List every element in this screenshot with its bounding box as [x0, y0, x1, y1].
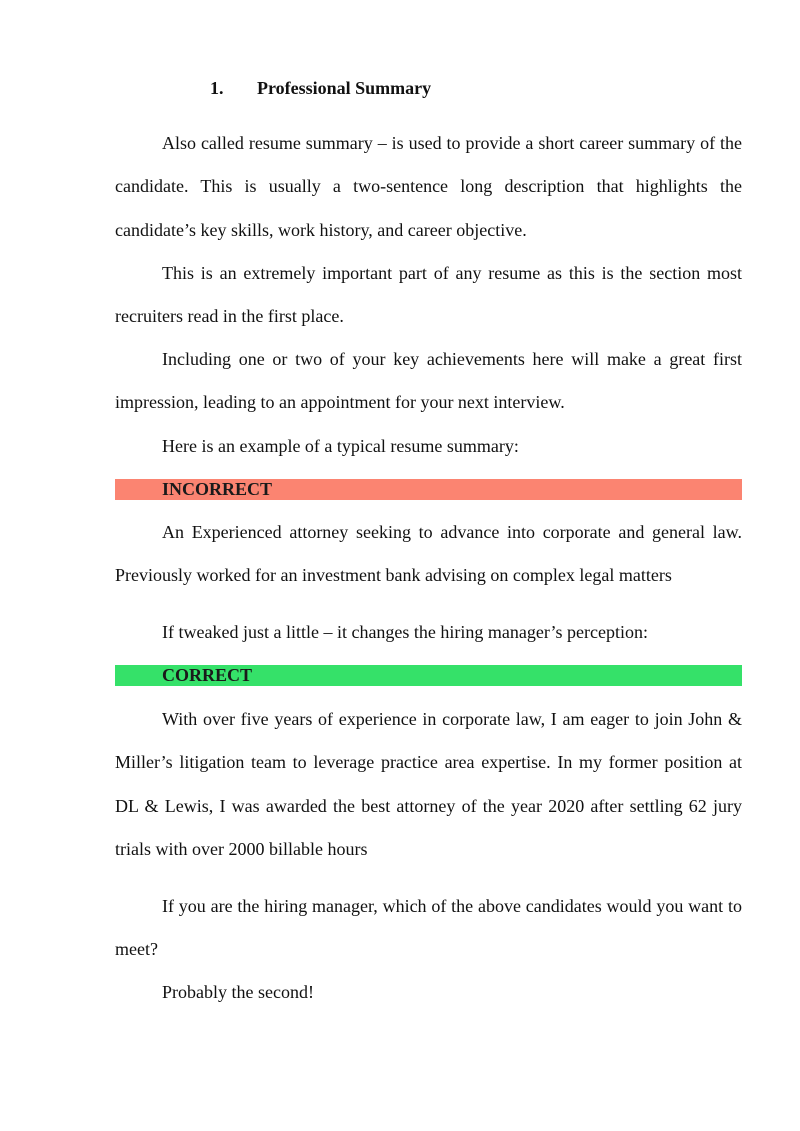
paragraph-incorrect-example: An Experienced attorney seeking to advance into corporate and general law. Previously worked for an investment bank advising on complex legal matters	[115, 522, 742, 586]
incorrect-label: INCORRECT	[162, 479, 273, 499]
paragraph-example-lead: Here is an example of a typical resume summary:	[162, 436, 519, 456]
paragraph-answer: Probably the second!	[162, 982, 314, 1002]
paragraph-question: If you are the hiring manager, which of the above candidates would you want to meet?	[115, 896, 742, 960]
correct-label: CORRECT	[162, 665, 253, 685]
paragraph-achievements: Including one or two of your key achievements here will make a great first impression, leading to an appointment for your next interview.	[115, 349, 742, 413]
paragraph-tweak-lead: If tweaked just a little – it changes the hiring manager’s perception:	[162, 622, 649, 642]
section-title: Professional Summary	[257, 78, 432, 98]
paragraph-correct-example: With over five years of experience in corporate law, I am eager to join John & Miller’s litigation team to leverage practice area expertise. In my former position at DL & Lewis, I was awarded the best attorney of the year 2020 after settling 62 jury trials with over 2000 billable hours	[115, 709, 742, 859]
paragraph-importance: This is an extremely important part of any resume as this is the section most recruiters read in the first place.	[115, 263, 742, 327]
section-number: 1.	[210, 78, 224, 98]
paragraph-intro: Also called resume summary – is used to provide a short career summary of the candidate. This is usually a two-sentence long description that highlights the candidate’s key skills, work history, and career objective.	[115, 133, 742, 240]
incorrect-label-bar	[115, 479, 742, 500]
section-heading	[210, 76, 431, 100]
correct-label-bar	[115, 665, 742, 686]
